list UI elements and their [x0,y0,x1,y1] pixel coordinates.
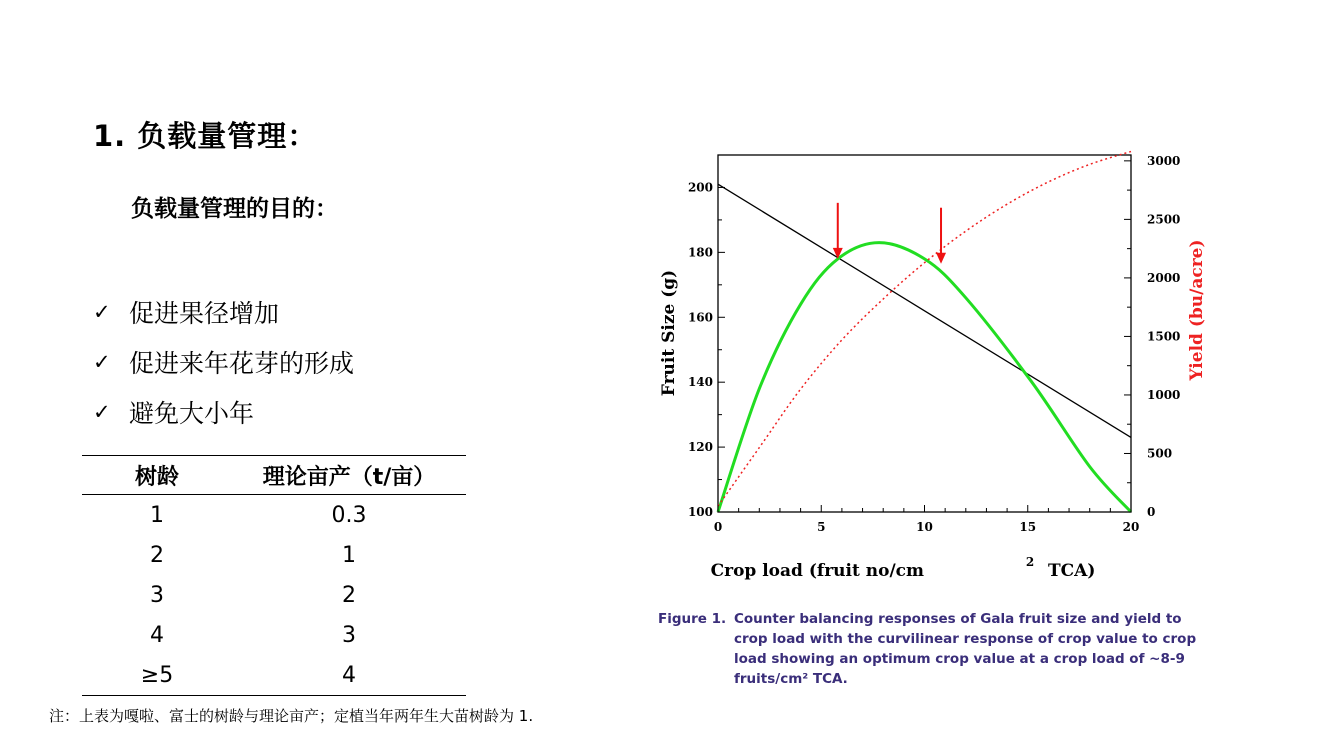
table-row [82,535,466,575]
check-icon: ✓ [93,400,111,424]
y-right-tick-label: 2000 [1147,270,1181,285]
x-tick-label: 15 [1019,520,1037,534]
y-left-tick-label: 140 [687,375,713,390]
y-left-tick-label: 100 [687,505,713,519]
table-cell-age: ≥5 [82,655,232,696]
table-header-yield: 理论亩产（t/亩） [232,456,466,495]
crop-load-chart [650,140,1250,595]
slide-subheading: 负载量管理的目的： [131,196,338,222]
crop-value-line [718,243,1131,512]
y-right-tick-label: 3000 [1147,153,1181,168]
yield-line [718,152,1131,507]
y-left-tick-label: 120 [687,440,713,455]
table-footnote: 注：上表为嘎啦、富士的树龄与理论亩产；定植当年两年生大苗树龄为 1. [49,707,534,725]
x-tick-label: 5 [817,520,826,534]
table-row [82,655,466,696]
bullet-list [93,287,354,437]
arrow-head [936,253,946,264]
y-right-tick-label: 1500 [1147,329,1181,344]
table-cell-yield: 4 [232,655,466,696]
bullet-item [93,287,354,337]
table-cell-age: 4 [150,622,164,648]
table-row [82,575,466,615]
table-cell-yield: 3 [342,622,356,648]
fruit-size-line [718,184,1131,437]
figure-caption-label: Figure 1. [658,611,727,627]
x-axis-label-superscript: 2 [1025,555,1035,569]
table-cell-yield: 2 [342,582,356,608]
x-axis-label: Crop load (fruit no/cm [710,561,924,581]
table-header-row [82,456,466,495]
y-axis-left-label: Fruit Size (g) [659,269,679,397]
bullet-text: 促进果径增加 [129,299,280,328]
bullet-item [93,337,354,387]
table-row [82,495,466,536]
table-cell-age: 3 [150,582,164,608]
y-left-tick-label: 160 [687,310,713,325]
table-row [82,615,466,655]
table-cell-age: 1 [150,502,164,528]
x-tick-label: 10 [916,520,933,534]
bullet-text: 避免大小年 [129,399,255,428]
check-icon: ✓ [93,300,111,324]
table-header-age: 树龄 [82,456,232,495]
y-right-tick-label: 500 [1147,446,1173,461]
figure-caption [658,609,1218,689]
bullet-item [93,387,354,437]
bullet-text: 促进来年花芽的形成 [129,349,355,378]
y-left-tick-label: 180 [687,245,713,260]
y-right-tick-label: 2500 [1147,212,1181,227]
table-cell-yield: 1 [342,542,356,568]
table-cell-yield: 0.3 [331,502,367,528]
plot-frame [718,155,1131,512]
y-axis-right-label: Yield (bu/acre) [1187,239,1207,381]
slide-heading: 1. 负载量管理： [93,119,318,153]
table-cell-age: 2 [150,542,164,568]
y-left-tick-label: 200 [687,180,713,195]
check-icon: ✓ [93,350,111,374]
x-axis-label-end: TCA) [1048,561,1096,581]
y-right-tick-label: 1000 [1147,387,1181,402]
figure-caption-text: Counter balancing responses of Gala fruit size and yield to crop load with the curvilinear response of crop value to crop load showing an optimum crop value at a crop load of ~8-9 fruits/cm² TCA. [734,611,1197,687]
x-tick-label: 20 [1122,520,1140,534]
yield-table [82,455,466,696]
x-tick-label: 0 [713,520,723,534]
y-right-tick-label: 0 [1147,505,1156,519]
